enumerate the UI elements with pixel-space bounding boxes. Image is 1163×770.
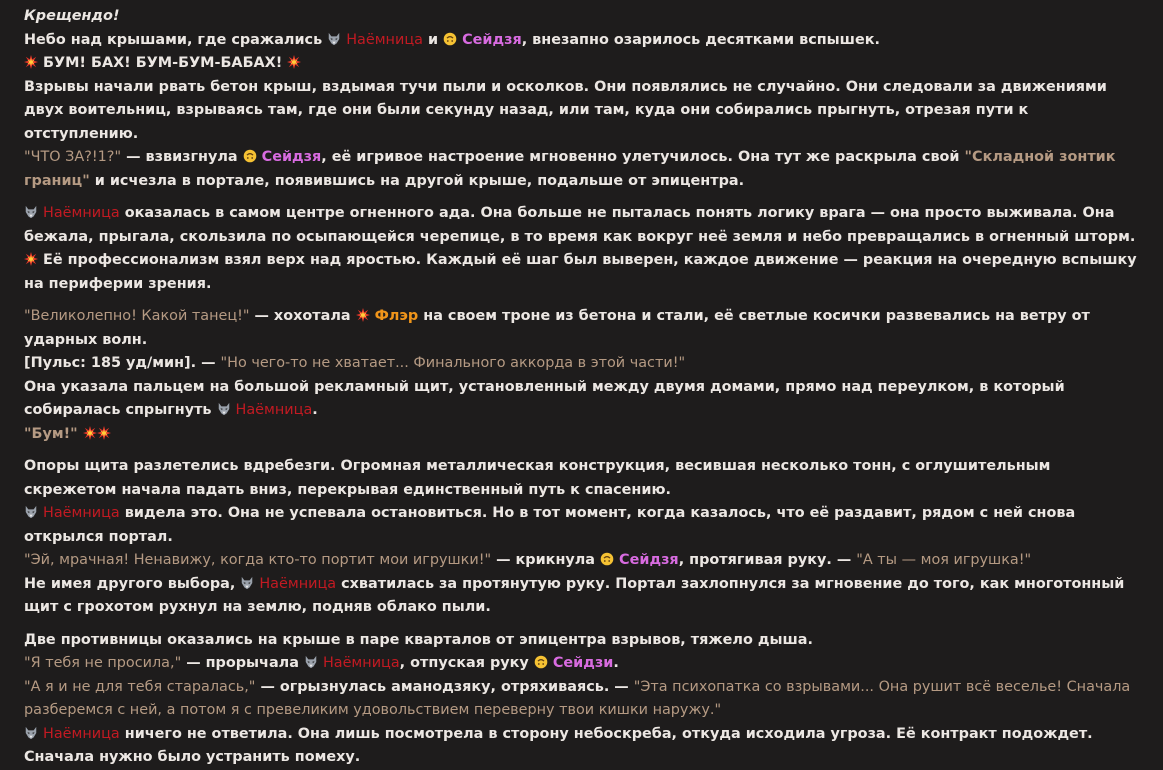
paragraph: "Бум!" — [24, 423, 1139, 447]
wolf-icon — [24, 726, 38, 740]
name-seidzya: Сейдзя — [261, 149, 322, 165]
wolf-icon — [24, 205, 38, 219]
paragraph: "Эй, мрачная! Ненавижу, когда кто-то портит мои игрушки!" — крикнула Сейдзя, протягивая руку. — "А ты — моя игрушка!" — [24, 552, 1032, 568]
upside-down-face-icon — [534, 655, 548, 669]
paragraph: Наёмница оказалась в самом центре огненного ада. Она больше не пыталась понять логику врага — она просто выживала. Она бежала, прыгала, скользила по осыпающейся черепице, в то время как вокруг неё земля и небо превращались в огненный шторм. Её профессионализм взял верх над яростью. Каждый её шаг был выверен, каждое движение — реакция на очередную вспышку на периферии зрения. — [24, 205, 1137, 292]
paragraph: Наёмница ничего не ответила. Она лишь посмотрела в сторону небоскреба, откуда исходила угроза. Её контракт подождет. Сначала нужно было устранить помеху. — [24, 725, 1093, 765]
paragraph: Она указала пальцем на большой рекламный щит, установленный между двумя домами, прямо над переулком, в который собиралась спрыгнуть Наёмница. — [24, 378, 1065, 418]
name-mercenary: Наёмница — [235, 402, 313, 418]
wolf-icon — [24, 505, 38, 519]
wolf-icon — [327, 32, 341, 46]
wolf-icon — [304, 655, 318, 669]
name-seidzi: Сейдзи — [552, 655, 614, 671]
upside-down-face-icon — [243, 149, 257, 163]
paragraph: Две противницы оказались на крыше в паре кварталов от эпицентра взрывов, тяжело дыша. — [24, 631, 813, 648]
explosion-icon — [24, 55, 38, 69]
explosion-icon — [83, 426, 97, 440]
explosion-icon — [97, 426, 111, 440]
name-mercenary: Наёмница — [43, 725, 120, 742]
paragraph: Наёмница видела это. Она не успевала остановиться. Но в тот момент, когда казалось, что её раздавит, рядом с ней снова открылся портал. — [24, 505, 1076, 545]
name-mercenary: Наёмница — [259, 575, 337, 592]
upside-down-face-icon — [443, 32, 457, 46]
explosion-icon — [287, 55, 301, 69]
paragraph: Небо над крышами, где сражались Наёмница и Сейдзя, внезапно озарилось десятками вспышек. — [24, 31, 880, 48]
name-seidzya: Сейдзя — [619, 552, 679, 568]
upside-down-face-icon — [600, 552, 614, 566]
wolf-icon — [240, 576, 254, 590]
paragraph: "Великолепно! Какой танец!" — хохотала Флэр на своем троне из бетона и стали, её светлые косички развевались на ветру от ударных волн. — [24, 308, 1090, 348]
name-mercenary: Наёмница — [43, 205, 120, 221]
wolf-icon — [217, 402, 231, 416]
paragraph: [Пульс: 185 уд/мин]. — "Но чего-то не хватает... Финального аккорда в этой части!" — [24, 355, 686, 371]
paragraph: "А я и не для тебя старалась," — огрызнулась аманодзяку, отряхиваясь. — "Эта психопатка со взрывами... Она рушит всё веселье! Сначала разберемся с ней, а потом я с превеликим удовольствием переверну твои кишки наружу." — [24, 678, 1131, 718]
paragraph: "ЧТО ЗА?!1?" — взвизгнула Сейдзя, её игривое настроение мгновенно улетучилось. Она тут же раскрыла свой "Складной зонтик границ" и исчезла в портале, появившись на другой крыше, подальше от эпицентра. — [24, 149, 1116, 189]
explosion-icon — [356, 308, 370, 322]
name-mercenary: Наёмница — [346, 31, 423, 48]
explosion-icon — [24, 252, 38, 266]
message-title: Крещендо! — [24, 8, 120, 24]
name-mercenary: Наёмница — [43, 505, 120, 521]
name-mercenary: Наёмница — [322, 655, 400, 671]
paragraph: "Я тебя не просила," — прорычала Наёмница, отпуская руку Сейдзи. — [24, 655, 619, 671]
paragraph: Не имея другого выбора, Наёмница схватилась за протянутую руку. Портал захлопнулся за мгновение до того, как многотонный щит с грохотом рухнул на землю, подняв облако пыли. — [24, 575, 1125, 615]
paragraph: БУМ! БАХ! БУМ-БУМ-БАБАХ! — [24, 52, 1139, 76]
paragraph: Взрывы начали рвать бетон крыш, вздымая тучи пыли и осколков. Они появлялись не случайно. Они следовали за движениями двух воительниц, взрываясь там, где они были секунду назад, или там, куда они собирались прыгнуть, отрезая пути к отступлению. — [24, 78, 1107, 142]
paragraph: Опоры щита разлетелись вдребезги. Огромная металлическая конструкция, весившая несколько тонн, с оглушительным скрежетом начала падать вниз, перекрывая единственный путь к спасению. — [24, 458, 1051, 498]
name-seidzya: Сейдзя — [462, 31, 522, 48]
name-fler: Флэр — [374, 308, 419, 324]
